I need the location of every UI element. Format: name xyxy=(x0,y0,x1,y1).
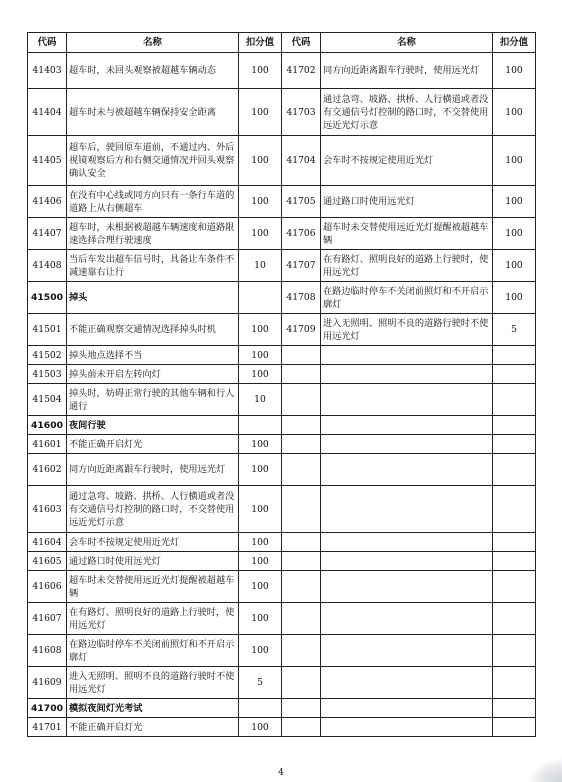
right-score-cell xyxy=(493,667,536,699)
right-code-cell: 41706 xyxy=(282,218,321,250)
right-score-cell xyxy=(493,486,536,533)
table-header-row xyxy=(28,33,536,53)
right-score-cell: 100 xyxy=(493,186,536,218)
right-name-cell xyxy=(321,346,493,365)
right-score-cell xyxy=(493,346,536,365)
left-name-cell: 进入无照明、照明不良的道路行驶时不使用远光灯 xyxy=(67,667,239,699)
right-code-cell xyxy=(282,365,321,384)
right-score-cell xyxy=(493,635,536,667)
right-code-cell xyxy=(282,384,321,416)
left-name-cell: 通过路口时使用远光灯 xyxy=(67,552,239,571)
left-code-cell: 41404 xyxy=(28,89,67,136)
right-name-cell xyxy=(321,486,493,533)
left-score-cell: 100 xyxy=(239,186,282,218)
header-score-left: 扣分值 xyxy=(239,33,282,53)
table-row xyxy=(28,533,536,552)
right-code-cell: 41702 xyxy=(282,53,321,89)
table-row xyxy=(28,250,536,282)
left-code-cell: 41502 xyxy=(28,346,67,365)
left-score-cell: 100 xyxy=(239,53,282,89)
left-name-cell: 不能正确开启灯光 xyxy=(67,435,239,454)
left-name-cell: 同方向近距离跟车行驶时，使用远光灯 xyxy=(67,454,239,486)
page-number: 4 xyxy=(278,768,284,778)
left-score-cell: 100 xyxy=(239,314,282,346)
left-name-cell: 掉头前未开启左转向灯 xyxy=(67,365,239,384)
left-code-cell: 41501 xyxy=(28,314,67,346)
header-name-left: 名称 xyxy=(67,33,239,53)
right-score-cell xyxy=(493,552,536,571)
table-row xyxy=(28,571,536,603)
left-name-cell: 超车时未与被超越车辆保持安全距离 xyxy=(67,89,239,136)
left-code-cell: 41606 xyxy=(28,571,67,603)
right-code-cell xyxy=(282,699,321,718)
left-name-cell: 在路边临时停车不关闭前照灯和不开启示廓灯 xyxy=(67,635,239,667)
left-score-cell: 100 xyxy=(239,486,282,533)
header-code-right: 代码 xyxy=(282,33,321,53)
right-name-cell: 会车时不按规定使用近光灯 xyxy=(321,136,493,186)
table-row xyxy=(28,365,536,384)
table-row xyxy=(28,552,536,571)
right-score-cell xyxy=(493,718,536,737)
right-code-cell xyxy=(282,603,321,635)
right-name-cell: 在路边临时停车不关闭前照灯和不开启示廓灯 xyxy=(321,282,493,314)
right-code-cell: 41709 xyxy=(282,314,321,346)
header-name-right: 名称 xyxy=(321,33,493,53)
right-name-cell xyxy=(321,603,493,635)
right-code-cell: 41703 xyxy=(282,89,321,136)
left-code-cell: 41609 xyxy=(28,667,67,699)
left-score-cell: 100 xyxy=(239,533,282,552)
left-code-cell: 41503 xyxy=(28,365,67,384)
table-row xyxy=(28,136,536,186)
left-code-cell: 41504 xyxy=(28,384,67,416)
left-code-cell: 41602 xyxy=(28,454,67,486)
left-score-cell: 100 xyxy=(239,218,282,250)
left-code-cell: 41608 xyxy=(28,635,67,667)
right-code-cell xyxy=(282,718,321,737)
right-code-cell xyxy=(282,571,321,603)
left-score-cell: 100 xyxy=(239,635,282,667)
left-name-cell: 不能正确观察交通情况选择掉头时机 xyxy=(67,314,239,346)
table-row xyxy=(28,314,536,346)
table-row xyxy=(28,699,536,718)
right-code-cell xyxy=(282,635,321,667)
table-row xyxy=(28,635,536,667)
left-name-cell: 超车时未交替使用远近光灯提醒被超越车辆 xyxy=(67,571,239,603)
left-code-cell: 41604 xyxy=(28,533,67,552)
table-row xyxy=(28,416,536,435)
right-name-cell xyxy=(321,533,493,552)
left-score-cell: 100 xyxy=(239,435,282,454)
left-name-cell: 超车时，未回头观察被超越车辆动态 xyxy=(67,53,239,89)
left-score-cell: 100 xyxy=(239,454,282,486)
header-score-right: 扣分值 xyxy=(493,33,536,53)
left-code-cell: 41701 xyxy=(28,718,67,737)
right-score-cell xyxy=(493,571,536,603)
table-row xyxy=(28,718,536,737)
right-name-cell: 通过急弯、坡路、拱桥、人行横道或者没有交通信号灯控制的路口时，不交替使用远近光灯示意 xyxy=(321,89,493,136)
right-name-cell xyxy=(321,718,493,737)
right-name-cell xyxy=(321,571,493,603)
left-name-cell: 夜间行驶 xyxy=(67,416,239,435)
table-row xyxy=(28,89,536,136)
right-score-cell: 100 xyxy=(493,282,536,314)
left-score-cell: 100 xyxy=(239,136,282,186)
right-score-cell xyxy=(493,416,536,435)
right-code-cell xyxy=(282,552,321,571)
left-code-cell: 41605 xyxy=(28,552,67,571)
right-code-cell xyxy=(282,435,321,454)
table-body xyxy=(28,53,536,737)
left-code-cell: 41408 xyxy=(28,250,67,282)
right-score-cell xyxy=(493,365,536,384)
right-score-cell: 100 xyxy=(493,250,536,282)
right-code-cell xyxy=(282,667,321,699)
left-name-cell: 掉头地点选择不当 xyxy=(67,346,239,365)
right-name-cell xyxy=(321,435,493,454)
left-score-cell: 100 xyxy=(239,365,282,384)
left-score-cell: 100 xyxy=(239,552,282,571)
left-code-cell: 41607 xyxy=(28,603,67,635)
right-code-cell xyxy=(282,486,321,533)
left-name-cell: 掉头时，妨碍正常行驶的其他车辆和行人通行 xyxy=(67,384,239,416)
right-code-cell xyxy=(282,454,321,486)
left-score-cell: 100 xyxy=(239,89,282,136)
right-score-cell xyxy=(493,603,536,635)
right-name-cell xyxy=(321,552,493,571)
left-name-cell: 当后车发出超车信号时，具备让车条件不减速靠右让行 xyxy=(67,250,239,282)
left-score-cell xyxy=(239,416,282,435)
left-score-cell: 100 xyxy=(239,718,282,737)
left-code-cell: 41407 xyxy=(28,218,67,250)
right-code-cell: 41708 xyxy=(282,282,321,314)
left-score-cell xyxy=(239,699,282,718)
right-code-cell: 41707 xyxy=(282,250,321,282)
left-name-cell: 模拟夜间灯光考试 xyxy=(67,699,239,718)
left-code-cell: 41500 xyxy=(28,282,67,314)
right-score-cell: 5 xyxy=(493,314,536,346)
left-name-cell: 超车时，未根据被超越车辆速度和道路限速选择合理行驶速度 xyxy=(67,218,239,250)
right-name-cell: 通过路口时使用远光灯 xyxy=(321,186,493,218)
left-name-cell: 不能正确开启灯光 xyxy=(67,718,239,737)
right-score-cell xyxy=(493,533,536,552)
table-row xyxy=(28,53,536,89)
right-code-cell: 41704 xyxy=(282,136,321,186)
scoring-table-container xyxy=(27,32,536,737)
right-score-cell xyxy=(493,435,536,454)
right-name-cell: 超车时未交替使用远近光灯提醒被超越车辆 xyxy=(321,218,493,250)
table-row xyxy=(28,454,536,486)
left-score-cell: 100 xyxy=(239,571,282,603)
left-code-cell: 41600 xyxy=(28,416,67,435)
left-score-cell: 10 xyxy=(239,384,282,416)
right-score-cell xyxy=(493,699,536,718)
right-name-cell xyxy=(321,667,493,699)
left-score-cell xyxy=(239,282,282,314)
table-row xyxy=(28,486,536,533)
left-score-cell: 10 xyxy=(239,250,282,282)
left-code-cell: 41405 xyxy=(28,136,67,186)
table-row xyxy=(28,218,536,250)
right-score-cell: 100 xyxy=(493,218,536,250)
right-score-cell: 100 xyxy=(493,53,536,89)
table-row xyxy=(28,282,536,314)
left-name-cell: 掉头 xyxy=(67,282,239,314)
page-curl-decoration xyxy=(528,758,562,782)
right-score-cell: 100 xyxy=(493,136,536,186)
table-row xyxy=(28,667,536,699)
header-code-left: 代码 xyxy=(28,33,67,53)
table-row xyxy=(28,435,536,454)
right-name-cell: 在有路灯、照明良好的道路上行驶时，使用远光灯 xyxy=(321,250,493,282)
left-name-cell: 超车后，驶回原车道前，不通过内、外后视镜观察后方和右侧交通情况并回头观察确认安全 xyxy=(67,136,239,186)
right-score-cell xyxy=(493,454,536,486)
left-code-cell: 41601 xyxy=(28,435,67,454)
right-code-cell xyxy=(282,533,321,552)
left-score-cell: 100 xyxy=(239,603,282,635)
right-name-cell xyxy=(321,635,493,667)
left-code-cell: 41403 xyxy=(28,53,67,89)
right-name-cell xyxy=(321,384,493,416)
right-name-cell xyxy=(321,365,493,384)
table-row xyxy=(28,603,536,635)
right-score-cell xyxy=(493,384,536,416)
deduction-table xyxy=(27,32,536,737)
right-code-cell: 41705 xyxy=(282,186,321,218)
left-name-cell: 在没有中心线或同方向只有一条行车道的道路上从右侧超车 xyxy=(67,186,239,218)
left-code-cell: 41406 xyxy=(28,186,67,218)
right-name-cell xyxy=(321,454,493,486)
right-name-cell xyxy=(321,699,493,718)
left-name-cell: 会车时不按规定使用近光灯 xyxy=(67,533,239,552)
left-code-cell: 41700 xyxy=(28,699,67,718)
right-name-cell: 同方向近距离跟车行驶时，使用远光灯 xyxy=(321,53,493,89)
right-name-cell xyxy=(321,416,493,435)
left-score-cell: 100 xyxy=(239,346,282,365)
table-row xyxy=(28,186,536,218)
right-score-cell: 100 xyxy=(493,89,536,136)
right-code-cell xyxy=(282,346,321,365)
right-code-cell xyxy=(282,416,321,435)
left-name-cell: 在有路灯、照明良好的道路上行驶时，使用远光灯 xyxy=(67,603,239,635)
left-code-cell: 41603 xyxy=(28,486,67,533)
left-name-cell: 通过急弯、坡路、拱桥、人行横道或者没有交通信号灯控制的路口时，不交替使用远近光灯示意 xyxy=(67,486,239,533)
table-row xyxy=(28,346,536,365)
table-row xyxy=(28,384,536,416)
left-score-cell: 5 xyxy=(239,667,282,699)
right-name-cell: 进入无照明、照明不良的道路行驶时不使用远光灯 xyxy=(321,314,493,346)
